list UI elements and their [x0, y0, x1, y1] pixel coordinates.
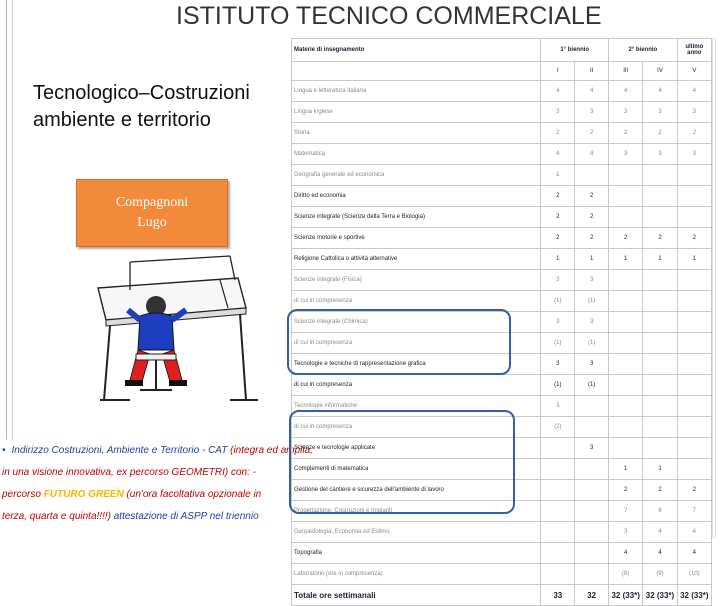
table-row: [292, 186, 712, 207]
hours-cell: [643, 354, 677, 375]
subject-cell: Storia: [292, 123, 541, 144]
hours-cell: 3: [575, 438, 609, 459]
hours-cell: [643, 165, 677, 186]
subject-cell: Matematica: [292, 144, 541, 165]
hours-cell: 1: [541, 249, 575, 270]
table-row: [292, 81, 712, 102]
hours-cell: [541, 501, 575, 522]
table-row: [292, 375, 712, 396]
hours-cell: (9): [643, 564, 677, 585]
hours-cell: 2: [609, 123, 643, 144]
hours-cell: (8): [609, 564, 643, 585]
table-year-row: [292, 62, 712, 81]
desc-line-3: [2, 484, 292, 506]
drafting-person-illustration: [70, 250, 260, 410]
hours-cell: 3: [541, 396, 575, 417]
total-hours-cell: 32: [575, 585, 609, 606]
hours-cell: (1): [541, 333, 575, 354]
hours-cell: 2: [541, 123, 575, 144]
subject-cell: Geografia generale ed economica: [292, 165, 541, 186]
subject-cell: Gestione del cantiere e sicurezza dell'ambiente di lavoro: [292, 480, 541, 501]
course-description: [2, 440, 313, 528]
hours-cell: [677, 186, 711, 207]
total-row: [292, 585, 712, 606]
hours-cell: [677, 312, 711, 333]
subject-cell: Scienze integrate (Fisica): [292, 270, 541, 291]
table-header-row: [292, 39, 712, 62]
table-row: [292, 564, 712, 585]
hours-cell: 2: [643, 480, 677, 501]
subtitle: [33, 80, 250, 134]
table-row: [292, 144, 712, 165]
hours-cell: [677, 417, 711, 438]
hours-cell: [643, 186, 677, 207]
total-hours-cell: 32 (33*): [677, 585, 711, 606]
hours-cell: 1: [677, 249, 711, 270]
hours-cell: [677, 459, 711, 480]
hours-cell: [677, 333, 711, 354]
hours-cell: 3: [609, 144, 643, 165]
hours-cell: [643, 438, 677, 459]
hours-cell: [609, 270, 643, 291]
aspp-certificate-label: attestazione di ASPP nel triennio: [110, 511, 259, 522]
hours-cell: [643, 270, 677, 291]
hours-cell: 2: [541, 186, 575, 207]
hours-cell: (1): [575, 333, 609, 354]
hours-cell: 3: [609, 102, 643, 123]
year-label: V: [677, 62, 711, 81]
subject-cell: Scienze motorie e sportive: [292, 228, 541, 249]
table-row: [292, 102, 712, 123]
hours-cell: [609, 417, 643, 438]
hours-cell: 2: [575, 186, 609, 207]
subject-cell: Topografia: [292, 543, 541, 564]
hours-cell: [575, 564, 609, 585]
hours-cell: [541, 564, 575, 585]
hours-cell: 3: [677, 102, 711, 123]
hours-cell: 1: [643, 249, 677, 270]
hours-cell: [643, 375, 677, 396]
subject-cell: Diritto ed economia: [292, 186, 541, 207]
subject-cell: Progettazione, Costruzioni e Impianti: [292, 501, 541, 522]
hours-cell: 4: [677, 543, 711, 564]
hours-cell: [643, 417, 677, 438]
left-decor-line: [6, 0, 7, 440]
subject-cell: Laboratorio (ore in compresenza): [292, 564, 541, 585]
school-name: Compagnoni: [115, 195, 189, 210]
hours-cell: [609, 312, 643, 333]
hours-cell: 4: [643, 522, 677, 543]
hours-cell: 3: [541, 312, 575, 333]
hours-cell: [575, 501, 609, 522]
table-row: [292, 543, 712, 564]
hours-cell: 4: [643, 543, 677, 564]
hours-cell: [609, 375, 643, 396]
year-row-blank: [292, 62, 541, 81]
header-subject: Materie di insegnamento: [292, 39, 541, 62]
hours-cell: 3: [541, 102, 575, 123]
desc-line-1-rest: (integra ed amplia,: [227, 445, 313, 456]
hours-cell: [643, 396, 677, 417]
hours-cell: 1: [643, 459, 677, 480]
hours-cell: (1): [541, 291, 575, 312]
hours-cell: [609, 207, 643, 228]
year-label: IV: [643, 62, 677, 81]
hours-cell: 6: [643, 501, 677, 522]
hours-cell: [541, 522, 575, 543]
subject-cell: Lingua e letteratura italiana: [292, 81, 541, 102]
table-row: [292, 270, 712, 291]
hours-cell: 7: [609, 501, 643, 522]
subject-cell: di cui in compresenza: [292, 291, 541, 312]
hours-cell: 2: [677, 480, 711, 501]
year-label: III: [609, 62, 643, 81]
hours-cell: 2: [643, 228, 677, 249]
year-label: I: [541, 62, 575, 81]
hours-cell: (10): [677, 564, 711, 585]
hours-cell: [677, 165, 711, 186]
hours-cell: 3: [677, 144, 711, 165]
total-hours-cell: 32 (33*): [609, 585, 643, 606]
hours-cell: [677, 207, 711, 228]
subject-cell: Lingua inglese: [292, 102, 541, 123]
subject-cell: di cui in compresenza: [292, 333, 541, 354]
hours-cell: 4: [677, 81, 711, 102]
hours-cell: 4: [575, 81, 609, 102]
hours-cell: [643, 291, 677, 312]
school-city: Lugo: [137, 215, 167, 230]
hours-cell: [609, 186, 643, 207]
hours-cell: [575, 522, 609, 543]
highlight-outline-graphics: [287, 309, 511, 375]
desc-line-4: [2, 506, 292, 528]
header-ultimo-anno: ultimo anno: [677, 39, 711, 62]
hours-cell: 1: [609, 459, 643, 480]
table-row: [292, 123, 712, 144]
subject-cell: Tecnologie informatiche: [292, 396, 541, 417]
subject-cell: Religione Cattolica o attività alternative: [292, 249, 541, 270]
table-row: [292, 165, 712, 186]
hours-cell: 1: [575, 249, 609, 270]
hours-cell: 4: [677, 522, 711, 543]
desc-line-1: [2, 440, 313, 462]
hours-cell: [609, 438, 643, 459]
hours-cell: 3: [609, 522, 643, 543]
table-row: [292, 228, 712, 249]
desc-line-4-a: terza, quarta e quinta!!!!): [2, 511, 111, 522]
hours-cell: [575, 480, 609, 501]
hours-cell: 3: [541, 354, 575, 375]
highlight-outline-professional: [289, 410, 515, 514]
hours-cell: 3: [643, 144, 677, 165]
hours-cell: [677, 270, 711, 291]
subject-cell: di cui in compresenza: [292, 417, 541, 438]
year-label: II: [575, 62, 609, 81]
hours-cell: 7: [677, 501, 711, 522]
subject-cell: Scienze integrate (Scienze della Terra e Biologia): [292, 207, 541, 228]
hours-cell: 3: [643, 102, 677, 123]
hours-cell: 4: [575, 144, 609, 165]
hours-cell: 1: [541, 165, 575, 186]
header-biennio-2: 2° biennio: [609, 39, 678, 62]
subject-cell: Tecnologie e tecniche di rappresentazione grafica: [292, 354, 541, 375]
hours-cell: 3: [575, 312, 609, 333]
hours-cell: [677, 291, 711, 312]
hours-cell: 4: [609, 81, 643, 102]
hours-cell: [541, 480, 575, 501]
hours-cell: [643, 207, 677, 228]
hours-cell: 1: [609, 249, 643, 270]
table-row: [292, 522, 712, 543]
left-decor-line-2: [12, 0, 13, 440]
hours-cell: [609, 354, 643, 375]
total-hours-cell: 32 (33*): [643, 585, 677, 606]
hours-cell: 4: [541, 144, 575, 165]
hours-cell: [677, 354, 711, 375]
subject-cell: Geopedologia, Economia ed Estimo: [292, 522, 541, 543]
hours-cell: 4: [609, 543, 643, 564]
total-label: Totale ore settimanali: [292, 585, 541, 606]
table-row: [292, 207, 712, 228]
futuro-green-label: FUTURO GREEN: [43, 489, 124, 500]
right-edge-decor: [712, 38, 718, 538]
hours-cell: [609, 396, 643, 417]
hours-cell: [575, 543, 609, 564]
hours-cell: [575, 396, 609, 417]
hours-cell: 4: [643, 81, 677, 102]
bullet-icon: •: [2, 445, 6, 456]
hours-cell: (1): [575, 291, 609, 312]
hours-cell: [541, 459, 575, 480]
hours-cell: 2: [643, 123, 677, 144]
subtitle-line-2: ambiente e territorio: [33, 109, 211, 131]
table-row: [292, 249, 712, 270]
hours-cell: 3: [575, 354, 609, 375]
hours-cell: 3: [575, 270, 609, 291]
hours-cell: [677, 396, 711, 417]
subtitle-line-1: Tecnologico–Costruzioni: [33, 82, 250, 104]
hours-cell: [677, 375, 711, 396]
hours-cell: [609, 165, 643, 186]
header-biennio-1: 1° biennio: [541, 39, 609, 62]
hours-cell: 2: [575, 207, 609, 228]
course-name: Indirizzo Costruzioni, Ambiente e Territorio - CAT: [11, 445, 228, 456]
hours-cell: 2: [677, 123, 711, 144]
hours-cell: 3: [575, 102, 609, 123]
hours-cell: [541, 543, 575, 564]
hours-cell: [541, 438, 575, 459]
hours-cell: 2: [609, 228, 643, 249]
hours-cell: 2: [609, 480, 643, 501]
hours-cell: [609, 333, 643, 354]
desc-line-2: in una visione innovativa, ex percorso GEOMETRI) con: -: [2, 467, 256, 478]
hours-cell: 2: [541, 228, 575, 249]
subject-cell: Scienze e tecnologie applicate: [292, 438, 541, 459]
hours-cell: [609, 291, 643, 312]
hours-cell: 2: [541, 207, 575, 228]
hours-cell: 4: [541, 81, 575, 102]
total-hours-cell: 33: [541, 585, 575, 606]
hours-cell: (1): [541, 375, 575, 396]
desc-line-3-a: percorso: [2, 489, 44, 500]
hours-cell: [643, 312, 677, 333]
slide-title: ISTITUTO TECNICO COMMERCIALE: [176, 2, 602, 30]
hours-cell: [575, 459, 609, 480]
hours-cell: [643, 333, 677, 354]
subject-cell: Scienze integrate (Chimica): [292, 312, 541, 333]
hours-cell: (1): [575, 375, 609, 396]
hours-cell: [575, 165, 609, 186]
subject-cell: Complementi di matematica: [292, 459, 541, 480]
hours-cell: (2): [541, 417, 575, 438]
subject-cell: di cui in compresenza: [292, 375, 541, 396]
hours-cell: 3: [541, 270, 575, 291]
hours-cell: [575, 417, 609, 438]
hours-cell: 2: [677, 228, 711, 249]
hours-cell: 2: [575, 123, 609, 144]
school-name-box: [76, 179, 228, 247]
desc-line-3-b: (un'ora facoltativa opzionale in: [123, 489, 262, 500]
hours-cell: [677, 438, 711, 459]
hours-cell: 2: [575, 228, 609, 249]
